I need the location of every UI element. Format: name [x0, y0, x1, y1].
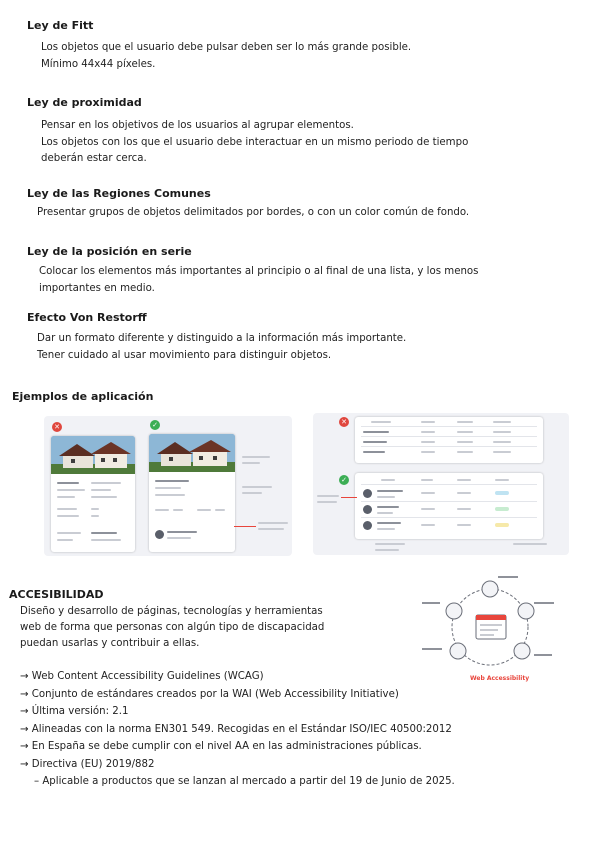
text-regiones-comunes	[37, 205, 469, 222]
text-line: importantes en medio.	[39, 282, 155, 294]
bullet-item: → Web Content Accessibility Guidelines (WCAG)	[20, 671, 264, 682]
good-example-table	[355, 473, 543, 539]
text-line: Dar un formato diferente y distinguido a la información más importante.	[37, 333, 407, 344]
text-line: Tener cuidado al usar movimiento para distinguir objetos.	[37, 349, 332, 361]
good-example-icon: ✓	[339, 475, 349, 485]
text-line: Diseño y desarrollo de páginas, tecnologías y herramientas	[20, 606, 323, 617]
bad-example-icon: ✕	[339, 417, 349, 427]
text-von-restorff	[37, 331, 406, 364]
heading-von-restorff: Efecto Von Restorff	[27, 311, 147, 324]
bad-example-card	[51, 436, 135, 552]
bullet-item: → Última versión: 2.1	[20, 706, 129, 717]
house-illustration	[149, 434, 235, 472]
heading-posicion-serie: Ley de la posición en serie	[27, 245, 192, 258]
text-line: Los objetos que el usuario debe pulsar deben ser lo más grande posible.	[41, 42, 412, 53]
bullet-item: → En España se debe cumplir con el nivel AA en las administraciones públicas.	[20, 741, 422, 752]
accessibility-cycle-illustration	[418, 575, 558, 685]
bad-example-table	[355, 417, 543, 463]
text-posicion-serie	[39, 264, 478, 297]
bullet-item: → Alineadas con la norma EN301 549. Recogidas en el Estándar ISO/IEC 40500:2012	[20, 723, 452, 735]
sub-bullet-item: – Aplicable a productos que se lanzan al mercado a partir del 19 de Junio de 2025.	[34, 776, 455, 787]
accesibilidad-bullets	[20, 668, 455, 791]
house-image	[149, 434, 235, 472]
web-accessibility-diagram	[418, 575, 558, 685]
heading-accesibilidad: ACCESIBILIDAD	[9, 588, 104, 601]
bullet-item: → Directiva (EU) 2019/882	[20, 758, 155, 770]
text-line: puedan usarlas y contribuir a ellas.	[20, 638, 200, 649]
text-line: Pensar en los objetivos de los usuarios al agrupar elementos.	[41, 120, 354, 131]
text-line: Los objetos con los que el usuario debe interactuar en un mismo periodo de tiempo	[41, 136, 469, 148]
heading-regiones-comunes: Ley de las Regiones Comunes	[27, 187, 211, 200]
good-example-icon: ✓	[150, 420, 160, 430]
diagram-caption: Web Accessibility	[470, 675, 530, 682]
accesibilidad-intro	[20, 604, 324, 652]
example-cards-panel	[44, 416, 292, 556]
good-example-card	[149, 434, 235, 552]
text-line: Presentar grupos de objetos delimitados por bordes, o con un color común de fondo.	[37, 207, 470, 218]
text-line: web de forma que personas con algún tipo de discapacidad	[20, 622, 325, 633]
house-illustration	[51, 436, 135, 474]
text-line: Mínimo 44x44 píxeles.	[41, 58, 156, 70]
heading-ejemplos: Ejemplos de aplicación	[12, 390, 154, 403]
text-ley-fitt	[41, 40, 411, 73]
house-image	[51, 436, 135, 474]
text-line: deberán estar cerca.	[41, 153, 147, 164]
bad-example-icon: ✕	[52, 422, 62, 432]
bullet-item: → Conjunto de estándares creados por la WAI (Web Accessibility Initiative)	[20, 688, 399, 700]
heading-ley-proximidad: Ley de proximidad	[27, 96, 142, 109]
example-tables-panel	[313, 413, 569, 555]
text-ley-proximidad	[41, 118, 468, 168]
heading-ley-fitt: Ley de Fitt	[27, 19, 94, 32]
text-line: Colocar los elementos más importantes al principio o al final de una lista, y los menos	[39, 266, 479, 277]
